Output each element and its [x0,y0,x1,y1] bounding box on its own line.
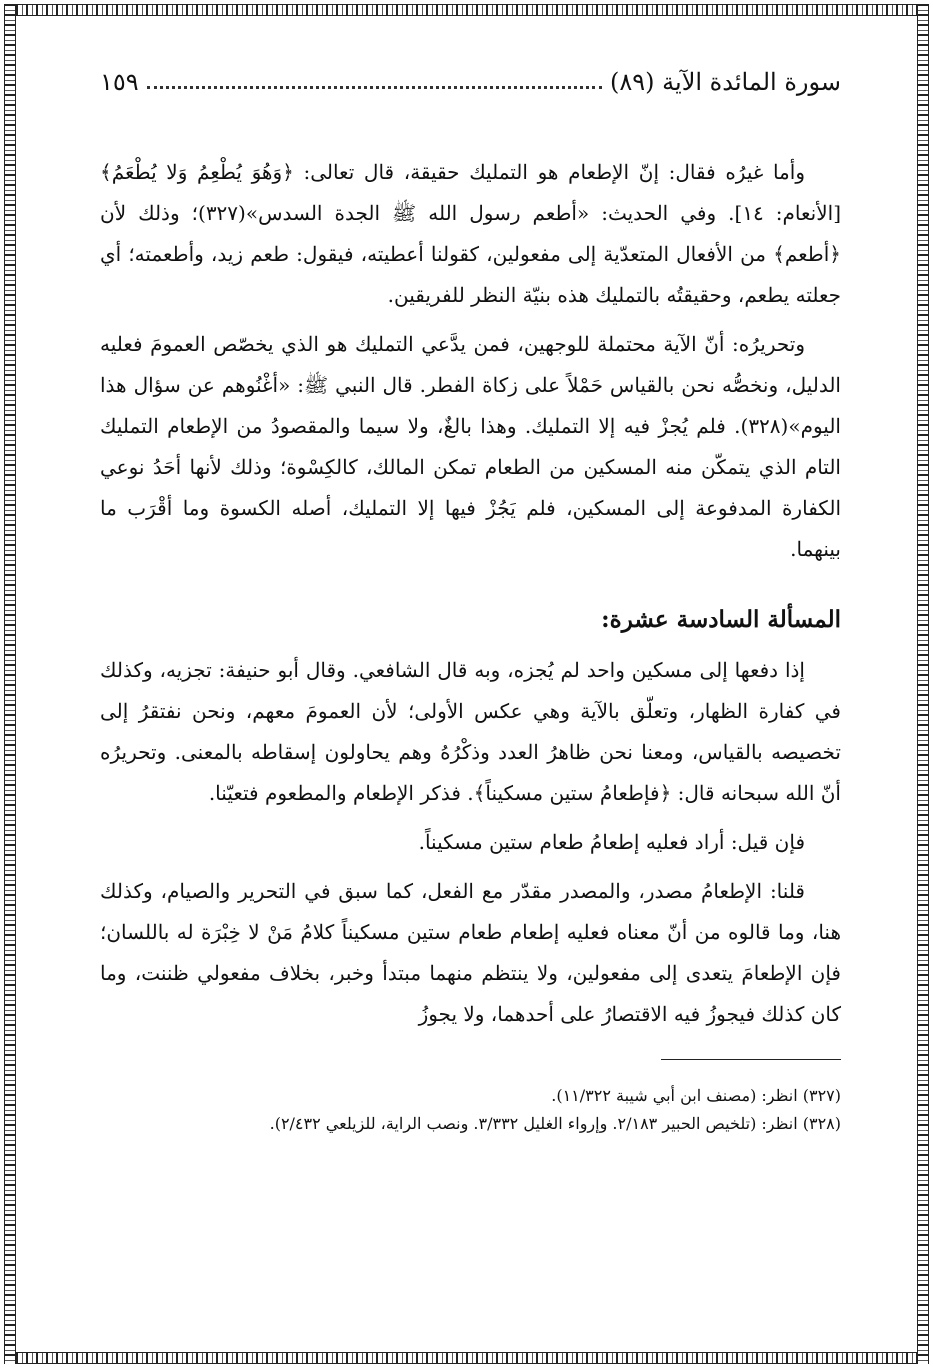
page-content [100,62,841,1138]
footnotes [100,1082,841,1138]
section-heading: المسألة السادسة عشرة: [601,606,841,633]
page-number: ١٥٩ [100,68,139,96]
paragraph-5: قلنا: الإطعامُ مصدر، والمصدر مقدّر مع الفعل، كما سبق في التحرير والصيام، وكذلك هنا، وما قالوه من أنّ معناه فعليه إطعام طعام ستين مسكيناً كلامُ مَنْ لا خِبْرَة له باللسان؛ فإن الإطعامَ يتعدى إلى مفعولين، ولا ينتظم منهما مبتدأ وخبر، بخلاف مفعولي ظننت، وما كان كذلك فيجوزُ فيه الاقتصارُ على أحدهما، ولا يجوزُ [100,879,841,1026]
paragraph-2: وتحريرُه: أنّ الآية محتملة للوجهين، فمن يدَّعي التمليك هو الذي يخصّص العمومَ فعليه الدليل، ونخصُّه نحن بالقياس حَمْلاً على زكاة الفطر. قال النبي ﷺ: «أغْنُوهم عن سؤال هذا اليوم»(٣٢٨). فلم يُجزْ فيه إلا التمليك. وهذا بالغٌ، ولا سيما والمقصودُ من الإطعام التمليك التام الذي يتمكّن منه المسكين من الطعام تمكن المالك، كالكِسْوة؛ وذلك لأنها أحَدُ نوعي الكفارة المدفوعة إلى المسكين، فلم يَجُزْ فيها إلا التمليك، أصله الكسوة وما أقْرَب ما بينهما. [100,332,841,561]
running-header [100,62,841,102]
ornamental-border-right [917,4,929,1364]
running-title: سورة المائدة الآية (٨٩) [610,68,841,96]
footnote-327: (٣٢٧) انظر: (مصنف ابن أبي شيبة ١١/٣٢٢). [551,1086,841,1105]
ornamental-border-top [6,4,927,16]
paragraph-1: وأما غيرُه فقال: إنّ الإطعام هو التمليك حقيقة، قال تعالى: ﴿وَهُوَ يُطْعِمُ وَلا يُطْعَمُ﴾ [الأنعام: ١٤]. وفي الحديث: «أطعم رسول الله ﷺ الجدة السدس»(٣٢٧)؛ وذلك لأن ﴿أطعم﴾ من الأفعال المتعدّية إلى مفعولين، كقولنا أعطيته، فيقول: طعم زيد، وأطعمته؛ أي جعلته يطعم، وحقيقتُه بالتمليك هذه بنيّة النظر للفريقين. [100,160,842,307]
footnote-separator [661,1059,841,1060]
ornamental-border-left [4,4,16,1364]
paragraph-4: فإن قيل: أراد فعليه إطعامُ طعام ستين مسكيناً. [418,830,805,854]
ornamental-border-bottom [6,1352,927,1364]
header-dot-leader [147,76,602,89]
paragraph-3: إذا دفعها إلى مسكين واحد لم يُجزه، وبه قال الشافعي. وقال أبو حنيفة: تجزيه، وكذلك في كفارة الظهار، وتعلّق بالآية وهي عكس الأولى؛ لأن العمومَ معهم، ونحن نفتقرُ إلى تخصيصه بالقياس، ومعنا نحن ظاهرُ العدد وذكْرُهُ وهم يحاولون إسقاطه بالمعنى. وتحريرُه أنّ الله سبحانه قال: ﴿فإطعامُ ستين مسكيناً﴾. فذكر الإطعام والمطعوم فتعيّنا. [100,658,841,805]
footnote-328: (٣٢٨) انظر: (تلخيص الحبير ٢/١٨٣. وإرواء الغليل ٣/٣٣٢. ونصب الراية، للزيلعي ٢/٤٣٢). [269,1114,841,1133]
